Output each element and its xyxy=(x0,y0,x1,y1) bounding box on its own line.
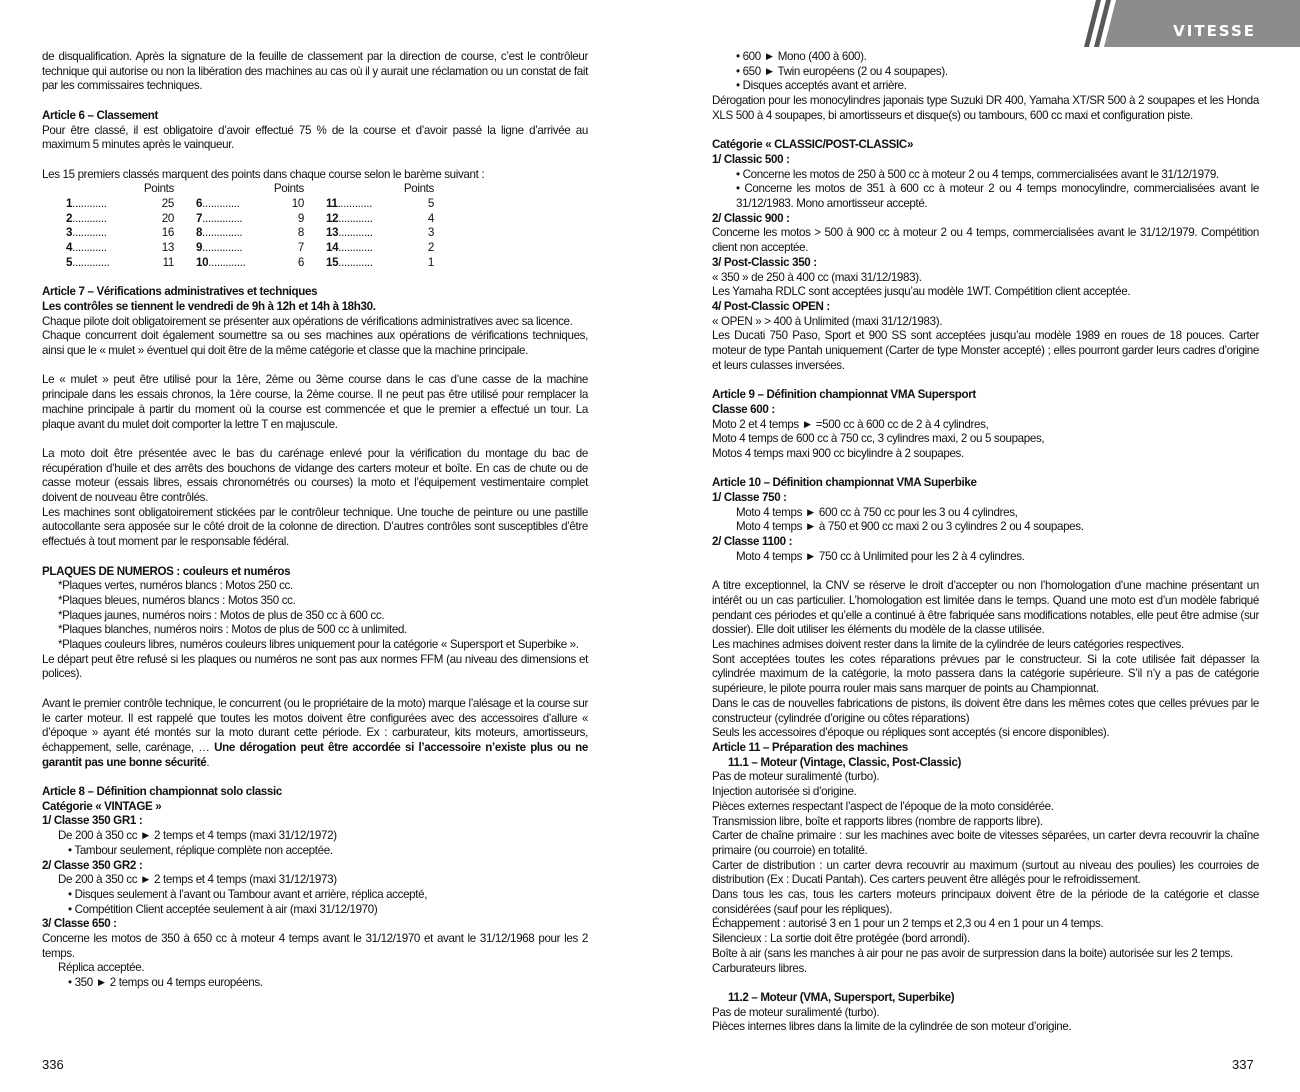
points-rank: 14 xyxy=(326,241,339,255)
left-column xyxy=(42,50,588,991)
class-350-gr1-line: De 200 à 350 cc ► 2 temps et 4 temps (maxi 31/12/1972) xyxy=(58,829,337,843)
article-11-1-line: Dans tous les cas, tous les carters moteurs principaux doivent être de la période de la catégorie et classe considérées (sauf pour les répliques). xyxy=(712,888,1259,916)
points-cell xyxy=(326,256,434,271)
post-classic-open-paragraph: Les Ducati 750 Paso, Sport et 900 SS sont acceptées jusqu’au modèle 1989 en roues de 18 pouces. Carter moteur de type Pantah uniquement (Carter de type Monster accepté) ; elles pourront garder leurs cadres d’origine et leurs culasses inversées. xyxy=(712,329,1259,372)
article-7-paragraph: Chaque pilote doit obligatoirement se présenter aux opérations de vérifications administratives avec sa licence. xyxy=(42,314,573,328)
points-header: Points xyxy=(273,182,304,196)
points-row xyxy=(66,256,434,271)
article-7-paragraph: Les machines sont obligatoirement stickées par le contrôleur technique. Une touche de peinture ou une pastille autocollante sera apposée sur le côté droit de la colonne de direction. D’autres contrôles sont susceptibles d’être effectués à tout moment par le responsable fédéral. xyxy=(42,505,588,549)
page-number-right: 337 xyxy=(1232,1057,1254,1072)
article-11-1-line: Carter de chaîne primaire : sur les machines avec boite de vitesses séparées, un carter devra recouvrir la chaîne primaire (ou courroie) en totalité. xyxy=(712,829,1259,857)
points-rank: 8 xyxy=(196,226,203,240)
article-11-1-line: Transmission libre, boîte et rapports libres (nombre de rapports libre). xyxy=(712,814,1043,828)
article-10-class-1100: 2/ Classe 1100 : xyxy=(712,535,793,549)
article-11-2-title: 11.2 – Moteur (VMA, Supersport, Superbike) xyxy=(728,990,955,1004)
classic-900-paragraph: Concerne les motos > 500 à 900 cc à moteur 2 ou 4 temps, commercialisées avant le 31/12/1979. Compétition client non acceptée. xyxy=(712,226,1259,255)
points-cell xyxy=(326,226,434,241)
points-rank: 11 xyxy=(326,197,338,210)
points-value: 3 xyxy=(427,226,434,240)
points-leader-dots: ............. xyxy=(72,255,110,269)
points-leader-dots: ............ xyxy=(72,241,107,255)
points-cell xyxy=(66,226,196,241)
article-6-points-intro: Les 15 premiers classés marquent des points dans chaque course selon le barème suivant : xyxy=(42,167,485,181)
right-column xyxy=(712,50,1259,1035)
article-10-line: Moto 4 temps ► 750 cc à Unlimited pour les 2 à 4 cylindres. xyxy=(736,549,1025,563)
points-cell xyxy=(326,197,434,212)
classic-category: Catégorie « CLASSIC/POST-CLASSIC» xyxy=(712,138,914,152)
points-table xyxy=(66,182,434,270)
points-value: 20 xyxy=(161,211,174,225)
points-body xyxy=(66,197,434,271)
plates-item: *Plaques jaunes, numéros noirs : Motos de plus de 350 cc à 600 cc. xyxy=(58,608,385,622)
points-rank: 4 xyxy=(66,241,73,255)
article-7-paragraph: La moto doit être présentée avec le bas du carénage enlevé pour la vérification du montage du bac de récupération d’huile et des arrêts des bouchons de vidange des carters moteur et boîte. En cas de chute ou de casse moteur (essais libres, essais chronométrés ou courses) la moto et l’équipement vestimentaire complet doivent de nouveau être contrôlés. xyxy=(42,446,588,505)
points-cell xyxy=(326,212,434,227)
points-header: Points xyxy=(403,182,434,196)
article-9-class: Classe 600 : xyxy=(712,402,775,416)
exception-paragraph: Les machines admises doivent rester dans la limite de la cylindrée de leurs catégories respectives. xyxy=(712,638,1184,652)
class-650-title: 3/ Classe 650 : xyxy=(42,917,117,931)
article-10-line: Moto 4 temps ► à 750 et 900 cc maxi 2 ou 3 cylindres 2 ou 4 soupapes. xyxy=(736,520,1084,534)
article-6-paragraph: Pour être classé, il est obligatoire d’avoir effectué 75 % de la course et d’avoir passé la ligne d’arrivée au maximum 5 minutes après le vainqueur. xyxy=(42,123,588,152)
points-leader-dots: ............ xyxy=(72,197,107,210)
points-rank: 5 xyxy=(66,255,73,269)
class-650-continued-line: • 650 ► Twin européens (2 ou 4 soupapes). xyxy=(736,64,948,78)
article-6-title: Article 6 – Classement xyxy=(42,108,159,122)
points-cell xyxy=(66,256,196,271)
class-650-paragraph: Concerne les motos de 350 à 650 cc à moteur 4 temps avant le 31/12/1970 et avant le 31/12/1968 pour les 2 temps. xyxy=(42,932,588,960)
points-cell xyxy=(66,212,196,227)
points-cell xyxy=(196,241,326,256)
vintage-category: Catégorie « VINTAGE » xyxy=(42,799,162,813)
post-classic-open-title: 4/ Post-Classic OPEN : xyxy=(712,299,830,313)
points-value: 5 xyxy=(427,197,434,210)
class-650-line: • 350 ► 2 temps ou 4 temps européens. xyxy=(68,976,263,990)
classic-500-title: 1/ Classic 500 : xyxy=(712,152,790,166)
article-9-line: Motos 4 temps maxi 900 cc bicylindre à 2 soupapes. xyxy=(712,446,964,460)
points-value: 7 xyxy=(297,241,304,255)
plates-item: *Plaques vertes, numéros blancs : Motos 250 cc. xyxy=(58,579,293,593)
alesage-paragraph xyxy=(42,697,588,771)
points-cell xyxy=(196,256,326,271)
class-650-continued-line: • Disques acceptés avant et arrière. xyxy=(736,79,907,93)
exception-paragraph: Seuls les accessoires d’époque ou répliques sont acceptés (si encore disponibles). xyxy=(712,726,1110,740)
points-cell xyxy=(326,241,434,256)
points-header: Points xyxy=(143,182,174,196)
article-11-1-line: Carburateurs libres. xyxy=(712,961,807,975)
class-350-gr2-line: De 200 à 350 cc ► 2 temps et 4 temps (maxi 31/12/1973) xyxy=(58,873,337,887)
points-leader-dots: ............. xyxy=(208,255,246,269)
points-rank: 2 xyxy=(66,211,73,225)
post-classic-350-line: « 350 » de 250 à 400 cc (maxi 31/12/1983). xyxy=(712,270,922,284)
derogation-paragraph: Dérogation pour les monocylindres japonais type Suzuki DR 400, Yamaha XT/SR 500 à 2 soupapes et les Honda XLS 500 à 4 soupapes, bi amortisseurs et disque(s) ou tambours, 600 cc maxi et configuration piste. xyxy=(712,94,1259,122)
article-11-2-line: Pièces internes libres dans la limite de la cylindrée de son moteur d’origine. xyxy=(712,1020,1072,1034)
points-leader-dots: ............ xyxy=(338,226,373,240)
points-leader-dots: ............ xyxy=(338,241,373,255)
article-11-title: Article 11 – Préparation des machines xyxy=(712,740,908,754)
points-value: 10 xyxy=(291,197,304,210)
points-cell xyxy=(196,226,326,241)
points-value: 1 xyxy=(427,255,434,269)
points-rank: 10 xyxy=(196,255,209,269)
class-350-gr1-line: • Tambour seulement, réplique complète non acceptée. xyxy=(68,843,333,857)
class-650-continued-line: • 600 ► Mono (400 à 600). xyxy=(736,50,867,63)
class-650-line: Réplica acceptée. xyxy=(58,961,145,975)
points-row xyxy=(66,197,434,212)
alesage-bold-text: Une dérogation peut être accordée si l’accessoire n’existe plus ou ne garantit pas une bonne sécurité xyxy=(42,740,588,769)
classic-900-title: 2/ Classic 900 : xyxy=(712,211,790,225)
points-value: 4 xyxy=(427,211,434,225)
article-7-paragraph: Le « mulet » peut être utilisé pour la 1ère, 2ème ou 3ème course dans le cas d’une casse de la machine principale dans les essais chronos, la 1ère course, la 2ème course. Il ne peut pas être utilisé pour remplacer la machine principale à partir du moment où la course est commencée et que le premier a effectué un tour. La plaque avant du mulet doit comporter la lettre T en majuscule. xyxy=(42,373,588,431)
points-rank: 1 xyxy=(66,197,73,210)
right-page xyxy=(650,0,1300,1092)
points-value: 13 xyxy=(161,241,174,255)
points-header-row xyxy=(66,182,434,197)
article-11-1-line: Boîte à air (sans les manches à air pour ne pas avoir de surpression dans la boite) autorisée sur les 2 temps. xyxy=(712,946,1233,960)
post-classic-open-line: « OPEN » > 400 à Unlimited (maxi 31/12/1983). xyxy=(712,314,943,328)
article-8-title: Article 8 – Définition championnat solo classic xyxy=(42,785,282,799)
class-350-gr2-line: • Compétition Client acceptée seulement à air (maxi 31/12/1970) xyxy=(68,902,378,916)
points-leader-dots: ............ xyxy=(338,211,373,225)
post-classic-350-line: Les Yamaha RDLC sont acceptées jusqu’au modèle 1WT. Compétition client acceptée. xyxy=(712,285,1131,299)
post-classic-350-title: 3/ Post-Classic 350 : xyxy=(712,255,817,269)
points-value: 16 xyxy=(161,226,174,240)
points-value: 25 xyxy=(161,197,174,210)
exception-paragraph: A titre exceptionnel, la CNV se réserve le droit d’accepter ou non l’homologation d’une machine présentant un intérêt ou un cas particulier. L’homologation est limitée dans le temps. Quand une moto est d’un modèle fabriqué pendant ces périodes et qu’elle a continué à être fabriquée sans modifications notables, elle peut être admise (sur dossier). Elle doit utiliser les éléments du modèle de la classe utilisée. xyxy=(712,579,1259,637)
class-350-gr2-line: • Disques seulement à l’avant ou Tambour avant et arrière, réplica accepté, xyxy=(68,887,428,901)
points-value: 6 xyxy=(297,255,304,269)
points-row xyxy=(66,212,434,227)
article-11-1-line: Silencieux : La sortie doit être protégée (bord arrondi). xyxy=(712,932,970,946)
article-11-1-line: Pièces externes respectant l’aspect de l’époque de la moto considérée. xyxy=(712,799,1054,813)
points-leader-dots: ............ xyxy=(338,255,373,269)
article-11-2-line: Pas de moteur suralimenté (turbo). xyxy=(712,1005,880,1019)
article-9-title: Article 9 – Définition championnat VMA Supersport xyxy=(712,388,976,402)
classic-500-line: • Concerne les motos de 351 à 600 cc à moteur 2 ou 4 temps monocylindre, commercialisées avant le 31/12/1983. Mono amortisseur accepté. xyxy=(736,182,1259,211)
article-11-1-title: 11.1 – Moteur (Vintage, Classic, Post-Classic) xyxy=(728,755,962,769)
intro-paragraph: de disqualification. Après la signature de la feuille de classement par la direction de course, c’est le contrôleur technique qui autorise ou non la libération des machines au cas où il y aurait une réclamation ou un constat de fait par les commissaires techniques. xyxy=(42,50,588,93)
article-7-title: Article 7 – Vérifications administratives et techniques xyxy=(42,285,318,299)
points-leader-dots: .............. xyxy=(202,226,243,240)
article-7-paragraph: Chaque concurrent doit également soumettre sa ou ses machines aux opérations de vérifications techniques, ainsi que le « mulet » éventuel qui doit être de la même catégorie et classe que la machine principale. xyxy=(42,329,588,358)
article-10-title: Article 10 – Définition championnat VMA Superbike xyxy=(712,476,977,490)
points-cell xyxy=(196,197,326,212)
points-leader-dots: ............ xyxy=(72,211,107,225)
exception-paragraph: Dans le cas de nouvelles fabrications de pistons, ils doivent être dans les mêmes cotes que celles prévues par le constructeur (cylindrée d’origine ou côtes réparations) xyxy=(712,696,1259,725)
exception-paragraph: Sont acceptées toutes les cotes réparations prévues par le constructeur. Si la cote utilisée fait dépasser la cylindrée maximum de la catégorie, la moto passera dans la catégorie supérieure. S’il n’y a pas de catégorie supérieure, le pilote pourra rouler mais sans marquer de points au Championnat. xyxy=(712,652,1259,696)
points-cell xyxy=(196,212,326,227)
points-leader-dots: .............. xyxy=(202,241,243,255)
article-11-1-line: Carter de distribution : un carter devra recouvrir au maximum (surtout au niveau des poulies) les courroies de distribution (Ex : Ducati Pantah). Ces carters peuvent être allégés pour le refroidissement. xyxy=(712,858,1259,887)
article-10-line: Moto 4 temps ► 600 cc à 750 cc pour les 3 ou 4 cylindres, xyxy=(736,505,1018,519)
plates-item: *Plaques blanches, numéros noirs : Motos de plus de 500 cc à unlimited. xyxy=(58,623,407,637)
article-10-class-750: 1/ Classe 750 : xyxy=(712,491,787,505)
points-value: 8 xyxy=(297,226,304,240)
points-leader-dots: ............ xyxy=(72,226,107,240)
points-leader-dots: ............. xyxy=(202,197,240,210)
plates-item: *Plaques bleues, numéros blancs : Motos 350 cc. xyxy=(58,593,296,607)
points-value: 2 xyxy=(427,241,434,255)
plates-paragraph: Le départ peut être refusé si les plaques ou numéros ne sont pas aux normes FFM (au niveau des dimensions et polices). xyxy=(42,652,588,681)
class-350-gr2-title: 2/ Classe 350 GR2 : xyxy=(42,858,143,872)
article-11-1-line: Échappement : autorisé 3 en 1 pour un 2 temps et 2,3 ou 4 en 1 pour un 4 temps. xyxy=(712,917,1104,931)
points-cell xyxy=(66,241,196,256)
class-350-gr1-title: 1/ Classe 350 GR1 : xyxy=(42,814,143,828)
page-number-left: 336 xyxy=(42,1057,64,1072)
points-cell xyxy=(66,197,196,212)
points-value: 11 xyxy=(162,255,174,269)
plates-item: *Plaques couleurs libres, numéros couleurs libres uniquement pour la catégorie « Supersport et Superbike ». xyxy=(58,638,579,652)
brand-name: VITESSE xyxy=(1173,22,1256,40)
points-row xyxy=(66,241,434,256)
points-rank: 3 xyxy=(66,226,73,240)
plates-title: PLAQUES DE NUMEROS : couleurs et numéros xyxy=(42,564,291,578)
article-11-1-line: Pas de moteur suralimenté (turbo). xyxy=(712,770,880,784)
alesage-end: . xyxy=(206,755,210,769)
points-rank: 6 xyxy=(196,197,203,210)
points-rank: 13 xyxy=(326,226,339,240)
points-rank: 15 xyxy=(326,255,339,269)
alesage-text: Avant le premier contrôle technique, le concurrent (ou le propriétaire de la moto) marque l’alésage et la course sur le carter moteur. Il est rappelé que toutes les motos doivent être configurées avec des accessoires d’allure « d’époque » ayant été montés sur la moto durant cette période. Ex : carburateur, kits moteurs, amortisseurs, échappement, selle, carénage, … xyxy=(42,696,588,754)
points-leader-dots: .............. xyxy=(202,211,243,225)
article-7-subtitle: Les contrôles se tiennent le vendredi de 9h à 12h et 14h à 18h30. xyxy=(42,299,376,313)
points-value: 9 xyxy=(297,211,304,225)
points-leader-dots: ............ xyxy=(337,197,373,210)
points-rank: 7 xyxy=(196,211,203,225)
article-9-line: Moto 4 temps de 600 cc à 750 cc, 3 cylindres maxi, 2 ou 5 soupapes, xyxy=(712,432,1045,446)
points-row xyxy=(66,226,434,241)
classic-500-line: • Concerne les motos de 250 à 500 cc à moteur 2 ou 4 temps, commercialisées avant le 31/12/1979. xyxy=(736,167,1219,181)
points-rank: 9 xyxy=(196,241,203,255)
article-9-line: Moto 2 et 4 temps ► =500 cc à 600 cc de 2 à 4 cylindres, xyxy=(712,417,989,431)
points-rank: 12 xyxy=(326,211,339,225)
article-11-1-line: Injection autorisée si d’origine. xyxy=(712,785,857,799)
